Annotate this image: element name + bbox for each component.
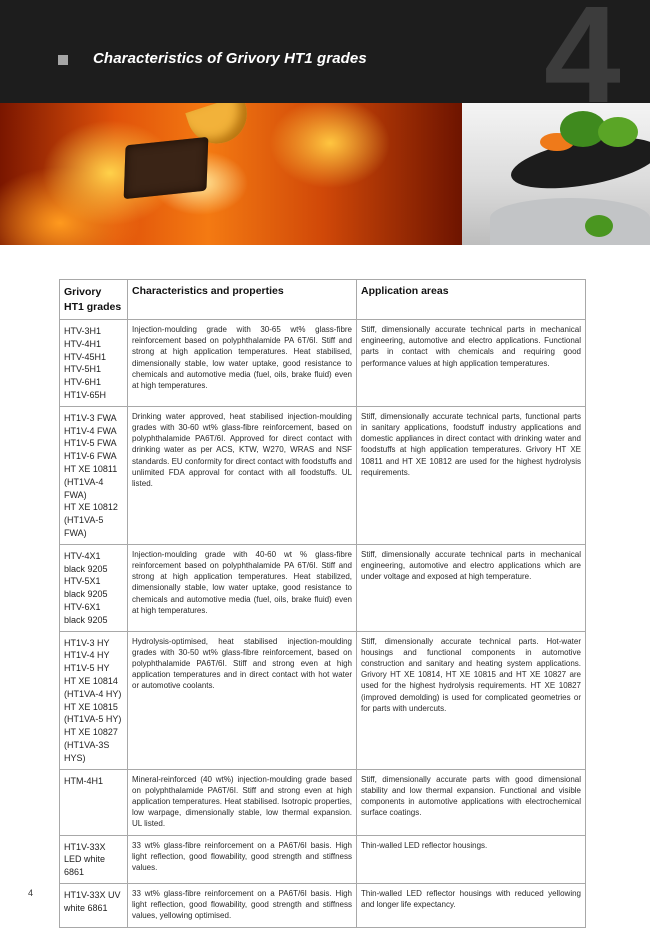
characteristics-cell: Hydrolysis-optimised, heat stabilised injection-moulding grades with 30-50 wt% glass-fibre reinforcement, based on polyphthalamide PA6T/6I. Stiff and strong even at high application temperatures and in direct contact with hot water or automotive coolants. <box>128 631 357 769</box>
table-body <box>60 320 586 928</box>
ingot-image <box>124 137 209 199</box>
grade-cell <box>60 835 128 883</box>
table-row <box>60 320 586 407</box>
grade-name: HTV-4X1 <box>64 550 101 561</box>
applications-cell: Thin-walled LED reflector housings. <box>357 835 586 883</box>
grade-name: (HT1VA-4 FWA) <box>64 476 104 500</box>
applications-cell: Stiff, dimensionally accurate technical parts. Hot-water housings and functional components in automotive construction and sanitary and heating system applications. Grivory HT XE 10814, HT XE 10815 and HT XE 10827 are used for the highest hydrolysis requirements. HT XE 10827 (improved demolding) is used for complicated geometries or for parts with undercuts. <box>357 631 586 769</box>
grade-name: (HT1VA-3S HYS) <box>64 739 110 763</box>
characteristics-cell: Injection-moulding grade with 30-65 wt% glass-fibre reinforcement based on polyphthalamide PA 6T/6I. Stiff and strong at high application temperatures. Heat stabilised, dimensionally stable, low water uptake, good resistance to chemicals and automotive media (fuel, oils, brake fluid) even at high temperatures. <box>128 320 357 407</box>
grade-name: HT1V-6 FWA <box>64 451 117 462</box>
grade-name: HT XE 10814 <box>64 675 118 686</box>
broccoli-image <box>598 117 638 147</box>
grade-name: HTV-5X1 <box>64 576 101 587</box>
grade-name: white 6861 <box>64 902 108 913</box>
grade-name: HTV-45H1 <box>64 351 107 362</box>
table-row <box>60 544 586 631</box>
page-number: 4 <box>28 888 34 898</box>
grade-name: (HT1VA-5 FWA) <box>64 515 104 538</box>
page-title: Characteristics of Grivory HT1 grades <box>93 50 367 67</box>
grade-name: HTV-6X1 <box>64 601 101 612</box>
grade-name: black 9205 <box>64 589 108 600</box>
characteristics-cell: Mineral-reinforced (40 wt%) injection-moulding grade based on polyphthalamide PA6T/6I. Stiff and strong even at high application temperatures. Heat stabilised. Isotropic properties, low warpage, dimensionally stable, low thermal expansion. UL listed. <box>128 769 357 835</box>
page-header <box>0 0 650 103</box>
grade-name: black 9205 <box>64 563 108 574</box>
header-photo <box>0 103 650 245</box>
grade-name: HT1V-5 FWA <box>64 438 117 449</box>
grade-cell <box>60 631 128 769</box>
characteristics-cell: 33 wt% glass-fibre reinforcement on a PA6T/6I basis. High light reflection, good flowability, good strength and stiffness values, yellowing optimised. <box>128 883 357 927</box>
grade-name: HT1V-5 HY <box>64 663 110 674</box>
column-header-characteristics: Characteristics and properties <box>128 280 357 320</box>
grade-name: HT1V-33X <box>64 841 106 852</box>
applications-cell: Stiff, dimensionally accurate technical parts, functional parts in sanitary applications, foodstuff industry applications and domestic appliances in direct contact with drinking water and foodstuffs at high application temperatures. Grivory HT XE 10811 and HT XE 10812 are used for the highest hydrolysis requirements. <box>357 406 586 544</box>
grade-name: (HT1VA-4 HY) <box>64 688 122 699</box>
grade-cell <box>60 406 128 544</box>
grade-name: HTV-6H1 <box>64 377 102 388</box>
characteristics-cell: Drinking water approved, heat stabilised injection-moulding grades with 30-60 wt% glass-fibre reinforcement, based on polyphthalamide PA6T/6I. Approved for direct contact with drinking water as per ACS, KTW, W270, WRAS and NSF standards. EU conformity for direct contact with foodstuffs and unlimited FDA approval for contact with all foodstuffs. UL listed. <box>128 406 357 544</box>
grade-name: HT1V-4 FWA <box>64 425 117 436</box>
table-header-row <box>60 280 586 320</box>
grade-name: HTV-5H1 <box>64 364 102 375</box>
characteristics-cell: 33 wt% glass-fibre reinforcement on a PA6T/6I basis. High light reflection, good flowability, good strength and stiffness values. <box>128 835 357 883</box>
applications-cell: Stiff, dimensionally accurate parts with good dimensional stability and low thermal expansion. Functional and visible components in automotive applications with electrochemical surface coatings. <box>357 769 586 835</box>
applications-cell: Stiff, dimensionally accurate technical parts in mechanical engineering, automotive and electro applications which are under voltage and exposed at high temperature. <box>357 544 586 631</box>
table-row <box>60 883 586 927</box>
table-row <box>60 769 586 835</box>
grade-name: HTV-4H1 <box>64 338 102 349</box>
grade-cell <box>60 883 128 927</box>
table-row <box>60 631 586 769</box>
grade-name: HT1V-4 HY <box>64 650 110 661</box>
grade-name: LED white 6861 <box>64 854 106 878</box>
grade-name: HT XE 10815 <box>64 701 118 712</box>
pot-image <box>490 198 650 245</box>
chapter-number: 4 <box>544 0 621 103</box>
table-row <box>60 406 586 544</box>
bullet-square-icon <box>58 55 68 65</box>
grade-cell <box>60 320 128 407</box>
column-header-applications: Application areas <box>357 280 586 320</box>
grade-name: black 9205 <box>64 614 108 625</box>
grade-name: HTV-3H1 <box>64 326 102 336</box>
grade-name: HT XE 10812 <box>64 502 118 513</box>
grade-name: HT1V-3 FWA <box>64 412 117 423</box>
grade-cell <box>60 544 128 631</box>
table-row <box>60 835 586 883</box>
grade-name: HT XE 10811 <box>64 463 118 474</box>
grade-name: HT1V-33X UV <box>64 889 121 900</box>
characteristics-cell: Injection-moulding grade with 40-60 wt % glass-fibre reinforcement based on polyphthalamide PA 6T/6I. Stiff and strong at high application temperatures. Heat stabilized, dimensionally stable, low water uptake, good resistance to chemicals and automotive media (fuel, oils, brake fluid) even at high temperatures. <box>128 544 357 631</box>
grade-name: (HT1VA-5 HY) <box>64 714 122 725</box>
column-header-grades: Grivory HT1 grades <box>60 280 128 320</box>
grade-cell <box>60 769 128 835</box>
grade-name: HTM-4H1 <box>64 775 104 786</box>
grade-name: HT XE 10827 <box>64 727 118 738</box>
broccoli-image <box>585 215 613 237</box>
grade-name: HT1V-65H <box>64 389 107 400</box>
grades-table <box>59 279 586 928</box>
grade-name: HT1V-3 HY <box>64 637 110 648</box>
applications-cell: Thin-walled LED reflector housings with reduced yellowing and longer life expectancy. <box>357 883 586 927</box>
applications-cell: Stiff, dimensionally accurate technical parts in mechanical engineering, automotive and electro applications. Functional parts in contact with chemicals and requiring good performance values at high application temperatures. <box>357 320 586 407</box>
